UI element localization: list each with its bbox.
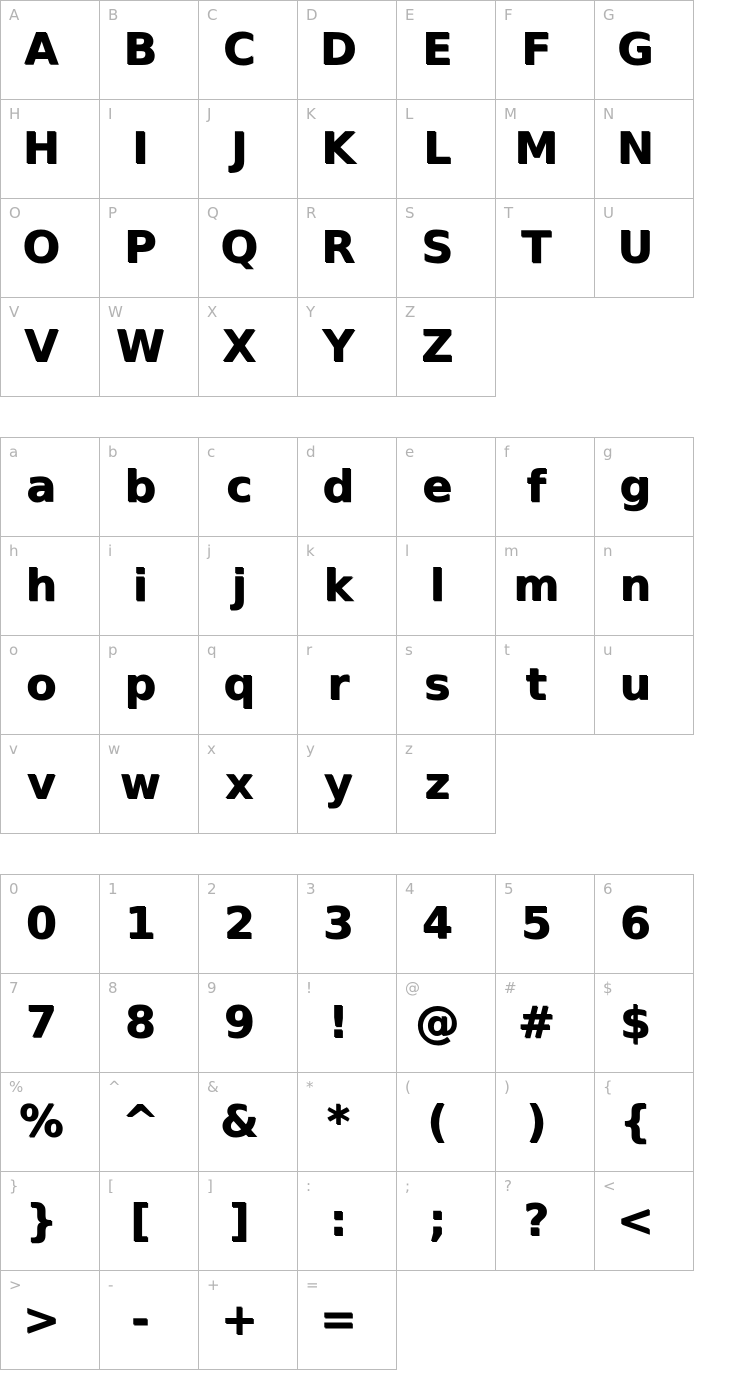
char-label: 6	[603, 880, 613, 898]
char-label: F	[504, 6, 513, 24]
char-cell	[198, 437, 298, 537]
char-cell	[198, 297, 298, 397]
char-label: R	[306, 204, 317, 222]
char-glyph: s	[423, 659, 451, 710]
char-cell	[297, 0, 397, 100]
char-glyph: O	[22, 222, 60, 273]
charmap-grid-uppercase	[0, 0, 700, 397]
char-label: 3	[306, 880, 316, 898]
char-cell	[495, 635, 595, 735]
char-cell	[297, 1270, 397, 1370]
char-cell	[594, 973, 694, 1073]
charmap-grid-lowercase	[0, 437, 700, 834]
char-cell	[495, 536, 595, 636]
char-cell	[594, 0, 694, 100]
char-glyph: j	[231, 560, 247, 611]
char-row	[0, 437, 700, 537]
char-label: B	[108, 6, 119, 24]
char-cell	[495, 198, 595, 298]
char-cell	[99, 1072, 199, 1172]
char-label: 7	[9, 979, 19, 997]
char-label: M	[504, 105, 517, 123]
char-label: (	[405, 1078, 411, 1096]
char-label: $	[603, 979, 613, 997]
char-glyph: >	[22, 1294, 60, 1345]
char-glyph: U	[617, 222, 653, 273]
char-glyph: )	[525, 1096, 547, 1147]
char-cell	[594, 874, 694, 974]
char-label: 2	[207, 880, 217, 898]
char-cell	[396, 437, 496, 537]
char-cell	[594, 536, 694, 636]
char-glyph: }	[25, 1195, 57, 1246]
char-label: )	[504, 1078, 510, 1096]
char-cell	[297, 973, 397, 1073]
char-glyph: {	[619, 1096, 651, 1147]
char-cell	[0, 874, 100, 974]
char-glyph: o	[25, 659, 57, 710]
char-label: {	[603, 1078, 613, 1096]
char-glyph: K	[320, 123, 356, 174]
char-label: :	[306, 1177, 312, 1195]
char-row	[0, 734, 700, 834]
char-label: }	[9, 1177, 19, 1195]
char-cell	[198, 973, 298, 1073]
char-label: X	[207, 303, 218, 321]
char-cell	[495, 437, 595, 537]
char-cell	[297, 297, 397, 397]
char-label: s	[405, 641, 413, 659]
char-cell	[396, 874, 496, 974]
char-glyph: ;	[428, 1195, 446, 1246]
char-glyph: n	[619, 560, 651, 611]
char-label: ]	[207, 1177, 213, 1195]
char-label: 8	[108, 979, 118, 997]
char-glyph: V	[23, 321, 59, 372]
char-cell	[396, 297, 496, 397]
char-cell	[297, 734, 397, 834]
char-label: [	[108, 1177, 114, 1195]
char-glyph: 9	[223, 997, 255, 1048]
char-cell	[0, 635, 100, 735]
char-cell	[0, 1072, 100, 1172]
char-glyph: B	[123, 24, 157, 75]
char-row	[0, 973, 700, 1073]
char-row	[0, 1072, 700, 1172]
char-label: p	[108, 641, 118, 659]
char-label: N	[603, 105, 615, 123]
char-glyph: *	[326, 1096, 350, 1147]
char-cell	[297, 874, 397, 974]
char-glyph: 0	[25, 898, 57, 949]
char-cell	[495, 99, 595, 199]
char-label: o	[9, 641, 19, 659]
char-label: l	[405, 542, 410, 560]
char-glyph: g	[619, 461, 651, 512]
char-label: e	[405, 443, 415, 461]
char-label: i	[108, 542, 113, 560]
char-cell	[198, 1072, 298, 1172]
char-label: r	[306, 641, 313, 659]
char-glyph: T	[520, 222, 551, 273]
char-label: ^	[108, 1078, 121, 1096]
char-row	[0, 635, 700, 735]
char-label: u	[603, 641, 613, 659]
char-glyph: !	[327, 997, 349, 1048]
char-glyph: b	[124, 461, 156, 512]
char-glyph: 2	[223, 898, 255, 949]
char-cell	[198, 1270, 298, 1370]
char-row	[0, 297, 700, 397]
char-glyph: h	[25, 560, 57, 611]
char-label: #	[504, 979, 517, 997]
char-glyph: r	[327, 659, 349, 710]
char-label: v	[9, 740, 18, 758]
char-cell	[99, 1270, 199, 1370]
char-label: -	[108, 1276, 114, 1294]
char-label: O	[9, 204, 21, 222]
char-cell	[0, 99, 100, 199]
char-cell	[594, 198, 694, 298]
char-label: a	[9, 443, 19, 461]
char-cell	[594, 437, 694, 537]
char-label: ;	[405, 1177, 411, 1195]
char-cell	[297, 1171, 397, 1271]
char-label: @	[405, 979, 420, 997]
char-glyph: [	[129, 1195, 151, 1246]
char-cell	[0, 1270, 100, 1370]
char-cell	[297, 635, 397, 735]
charmap-grid-digits-symbols	[0, 874, 700, 1370]
char-glyph: N	[616, 123, 654, 174]
char-cell	[198, 198, 298, 298]
char-label: t	[504, 641, 510, 659]
char-row	[0, 874, 700, 974]
char-cell	[495, 1072, 595, 1172]
char-label: 0	[9, 880, 19, 898]
char-cell	[297, 536, 397, 636]
char-label: L	[405, 105, 414, 123]
char-cell	[198, 0, 298, 100]
char-glyph: L	[422, 123, 452, 174]
char-label: f	[504, 443, 510, 461]
char-cell	[396, 734, 496, 834]
char-glyph: a	[26, 461, 56, 512]
char-label: d	[306, 443, 316, 461]
char-cell	[0, 1171, 100, 1271]
char-label: j	[207, 542, 212, 560]
char-cell	[0, 973, 100, 1073]
char-cell	[99, 734, 199, 834]
char-label: H	[9, 105, 21, 123]
char-glyph: X	[222, 321, 256, 372]
char-cell	[495, 874, 595, 974]
char-glyph: +	[220, 1294, 258, 1345]
char-row	[0, 536, 700, 636]
char-cell	[297, 437, 397, 537]
char-cell	[594, 1072, 694, 1172]
char-label: &	[207, 1078, 219, 1096]
char-label: c	[207, 443, 216, 461]
char-cell	[396, 198, 496, 298]
char-label: Z	[405, 303, 416, 321]
char-glyph: $	[619, 997, 651, 1048]
char-cell	[99, 973, 199, 1073]
char-label: Q	[207, 204, 219, 222]
char-cell	[0, 734, 100, 834]
char-glyph: R	[321, 222, 355, 273]
char-cell	[198, 635, 298, 735]
char-glyph: :	[329, 1195, 347, 1246]
char-glyph: S	[421, 222, 453, 273]
char-glyph: W	[115, 321, 165, 372]
char-glyph: w	[119, 758, 161, 809]
char-glyph: 8	[124, 997, 156, 1048]
char-glyph: l	[429, 560, 445, 611]
char-glyph: c	[225, 461, 253, 512]
char-glyph: H	[22, 123, 60, 174]
char-cell	[99, 99, 199, 199]
char-label: P	[108, 204, 118, 222]
char-cell	[99, 874, 199, 974]
char-label: m	[504, 542, 519, 560]
char-cell	[99, 0, 199, 100]
char-glyph: ?	[523, 1195, 549, 1246]
char-glyph: D	[319, 24, 357, 75]
char-label: W	[108, 303, 123, 321]
char-glyph: e	[422, 461, 452, 512]
char-cell	[396, 635, 496, 735]
char-glyph: y	[323, 758, 353, 809]
char-row	[0, 1171, 700, 1271]
char-cell	[0, 198, 100, 298]
char-glyph: 6	[619, 898, 651, 949]
char-label: V	[9, 303, 20, 321]
char-glyph: G	[616, 24, 654, 75]
char-glyph: &	[219, 1096, 259, 1147]
char-glyph: @	[415, 997, 459, 1048]
char-label: =	[306, 1276, 319, 1294]
char-cell	[396, 536, 496, 636]
char-glyph: Q	[220, 222, 258, 273]
char-cell	[198, 1171, 298, 1271]
char-label: 1	[108, 880, 118, 898]
char-cell	[99, 297, 199, 397]
char-glyph: J	[230, 123, 248, 174]
char-cell	[297, 99, 397, 199]
char-cell	[99, 536, 199, 636]
char-label: C	[207, 6, 218, 24]
char-glyph: E	[421, 24, 453, 75]
char-glyph: p	[124, 659, 156, 710]
char-label: *	[306, 1078, 314, 1096]
char-cell	[297, 198, 397, 298]
char-glyph: A	[23, 24, 59, 75]
char-glyph: 4	[421, 898, 453, 949]
char-glyph: 3	[322, 898, 354, 949]
char-glyph: P	[123, 222, 157, 273]
char-row	[0, 0, 700, 100]
char-label: q	[207, 641, 217, 659]
char-cell	[594, 635, 694, 735]
char-glyph: I	[131, 123, 149, 174]
char-glyph: Z	[421, 321, 453, 372]
char-cell	[0, 0, 100, 100]
char-label: T	[504, 204, 514, 222]
char-label: w	[108, 740, 121, 758]
char-label: 4	[405, 880, 415, 898]
char-label: z	[405, 740, 413, 758]
char-glyph: z	[424, 758, 450, 809]
char-glyph: C	[222, 24, 256, 75]
char-glyph: %	[18, 1096, 64, 1147]
char-glyph: q	[223, 659, 255, 710]
char-glyph: 5	[520, 898, 552, 949]
char-cell	[99, 1171, 199, 1271]
char-label: >	[9, 1276, 22, 1294]
char-glyph: x	[224, 758, 254, 809]
char-cell	[99, 635, 199, 735]
char-cell	[198, 734, 298, 834]
char-glyph: f	[526, 461, 546, 512]
char-label: g	[603, 443, 613, 461]
char-label: D	[306, 6, 318, 24]
char-label: I	[108, 105, 113, 123]
char-row	[0, 99, 700, 199]
char-label: J	[207, 105, 212, 123]
char-glyph: F	[520, 24, 552, 75]
char-label: S	[405, 204, 415, 222]
char-cell	[396, 1072, 496, 1172]
char-cell	[396, 99, 496, 199]
char-glyph: t	[525, 659, 547, 710]
char-glyph: M	[514, 123, 558, 174]
char-cell	[495, 973, 595, 1073]
char-label: ?	[504, 1177, 512, 1195]
char-label: +	[207, 1276, 220, 1294]
char-glyph: v	[26, 758, 56, 809]
char-label: <	[603, 1177, 616, 1195]
char-label: x	[207, 740, 216, 758]
char-cell	[495, 1171, 595, 1271]
char-label: K	[306, 105, 316, 123]
char-label: U	[603, 204, 614, 222]
char-glyph: ]	[228, 1195, 250, 1246]
char-glyph: #	[517, 997, 555, 1048]
char-glyph: u	[619, 659, 651, 710]
char-cell	[198, 874, 298, 974]
char-cell	[99, 198, 199, 298]
char-cell	[396, 973, 496, 1073]
char-label: E	[405, 6, 415, 24]
char-glyph: i	[132, 560, 148, 611]
char-glyph: (	[426, 1096, 448, 1147]
char-cell	[0, 297, 100, 397]
char-glyph: <	[616, 1195, 654, 1246]
char-label: Y	[306, 303, 316, 321]
char-label: A	[9, 6, 20, 24]
char-glyph: -	[130, 1294, 150, 1345]
char-glyph: m	[513, 560, 559, 611]
char-label: 9	[207, 979, 217, 997]
char-cell	[99, 437, 199, 537]
char-cell	[297, 1072, 397, 1172]
char-label: !	[306, 979, 313, 997]
char-glyph: Y	[322, 321, 354, 372]
char-glyph: 1	[124, 898, 156, 949]
char-label: 5	[504, 880, 514, 898]
char-cell	[0, 437, 100, 537]
char-row	[0, 198, 700, 298]
char-label: G	[603, 6, 615, 24]
char-label: k	[306, 542, 315, 560]
char-cell	[594, 99, 694, 199]
char-label: %	[9, 1078, 24, 1096]
char-glyph: ^	[121, 1096, 159, 1147]
char-label: h	[9, 542, 19, 560]
char-glyph: 7	[25, 997, 57, 1048]
char-cell	[594, 1171, 694, 1271]
char-cell	[396, 1171, 496, 1271]
char-label: n	[603, 542, 613, 560]
char-glyph: k	[323, 560, 353, 611]
char-cell	[495, 0, 595, 100]
char-label: y	[306, 740, 315, 758]
char-glyph: d	[322, 461, 354, 512]
char-cell	[396, 0, 496, 100]
char-glyph: =	[319, 1294, 357, 1345]
char-cell	[0, 536, 100, 636]
char-label: b	[108, 443, 118, 461]
char-cell	[198, 99, 298, 199]
char-cell	[198, 536, 298, 636]
char-row	[0, 1270, 700, 1370]
